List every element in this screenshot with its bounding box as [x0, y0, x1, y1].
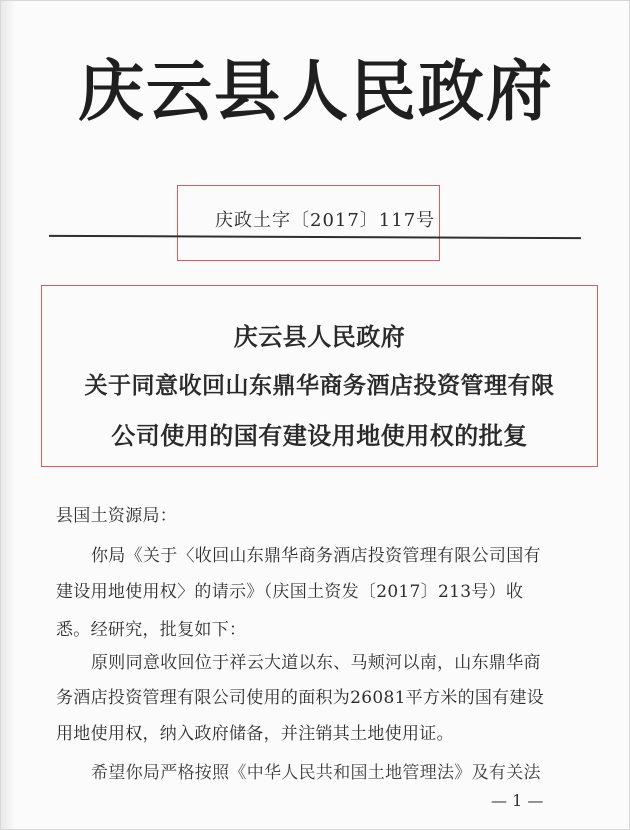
- body-line: 务酒店投资管理有限公司使用的面积为26081平方米的国有建设: [56, 688, 545, 708]
- body-line: 建设用地使用权〉的请示》（庆国土资发〔2017〕213号）收: [56, 582, 524, 602]
- addressee: 县国土资源局：: [56, 506, 178, 526]
- page-number: — 1 —: [491, 791, 544, 810]
- body-line: 希望你局严格按照《中华人民共和国土地管理法》及有关法: [91, 763, 541, 783]
- body-line: 悉。经研究，批复如下：: [56, 620, 247, 640]
- body-line: 用地使用权，纳入政府储备，并注销其土地使用证。: [56, 724, 454, 744]
- title-line-2: 关于同意收回山东鼎华商务酒店投资管理有限: [84, 372, 555, 399]
- doc-number: 庆政土字〔2017〕117号: [215, 210, 436, 231]
- title-line-1: 庆云县人民政府: [233, 322, 406, 351]
- body-line: 你局《关于〈收回山东鼎华商务酒店投资管理有限公司国有: [91, 546, 541, 566]
- issuer-heading: 庆云县人民政府: [78, 52, 554, 130]
- title-line-3: 公司使用的国有建设用地使用权的批复: [111, 421, 528, 450]
- body-line: 原则同意收回位于祥云大道以东、马颊河以南，山东鼎华商: [91, 653, 541, 673]
